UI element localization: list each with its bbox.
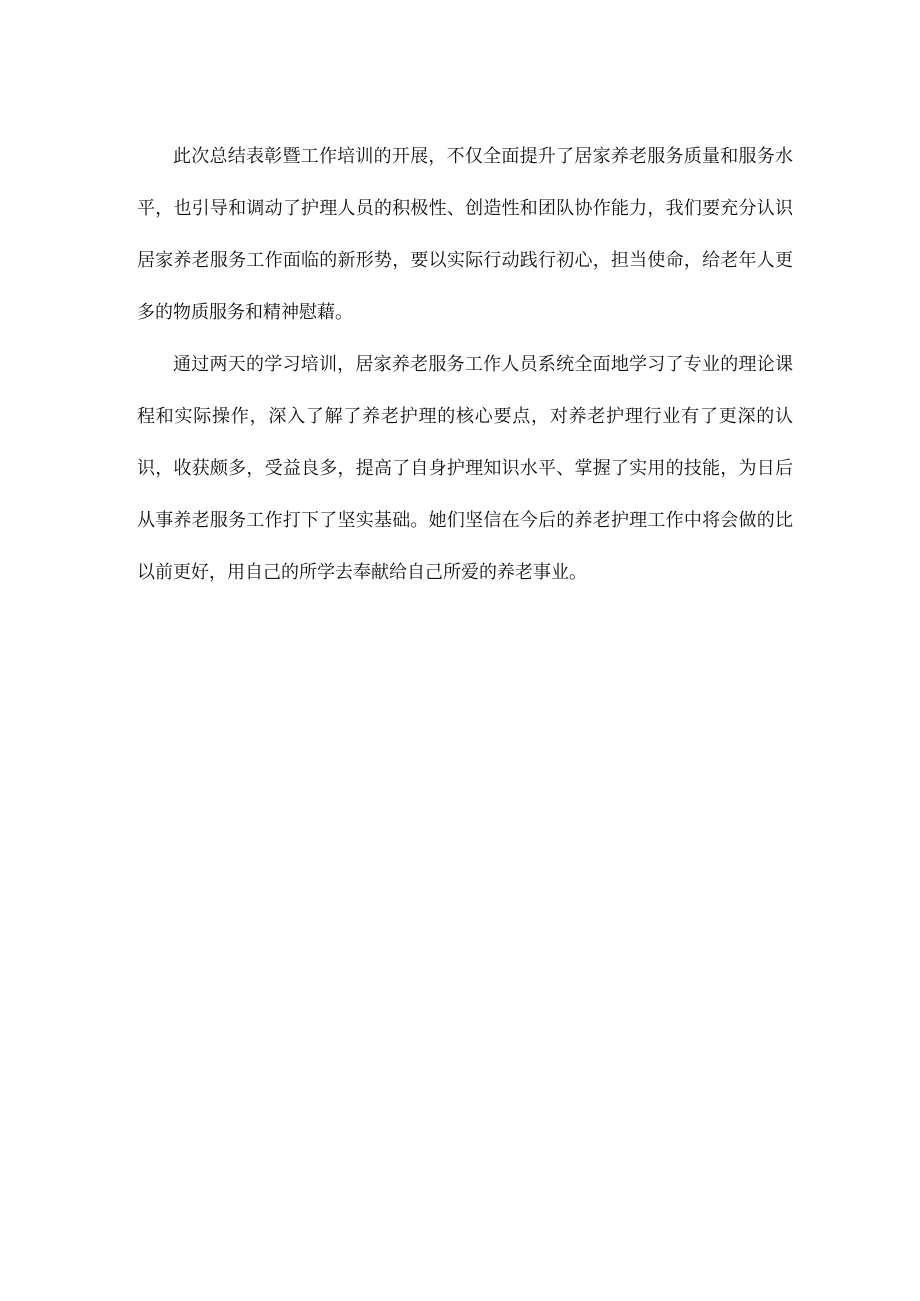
paragraph-two-day-training: 通过两天的学习培训，居家养老服务工作人员系统全面地学习了专业的理论课程和实际操作，深入了解了养老护理的核心要点，对养老护理行业有了更深的认识，收获颇多，受益良多，提高了自身护理知识水平、掌握了实用的技能，为日后从事养老服务工作打下了坚实基础。她们坚信在今后的养老护理工作中将会做的比以前更好，用自己的所学去奉献给自己所爱的养老事业。 [137, 354, 793, 583]
paragraph-summary-training: 此次总结表彰暨工作培训的开展，不仅全面提升了居家养老服务质量和服务水平，也引导和调动了护理人员的积极性、创造性和团队协作能力，我们要充分认识居家养老服务工作面临的新形势，要以实际行动践行初心，担当使命，给老年人更多的物质服务和精神慰藉。 [137, 146, 793, 323]
document-body [137, 131, 793, 599]
